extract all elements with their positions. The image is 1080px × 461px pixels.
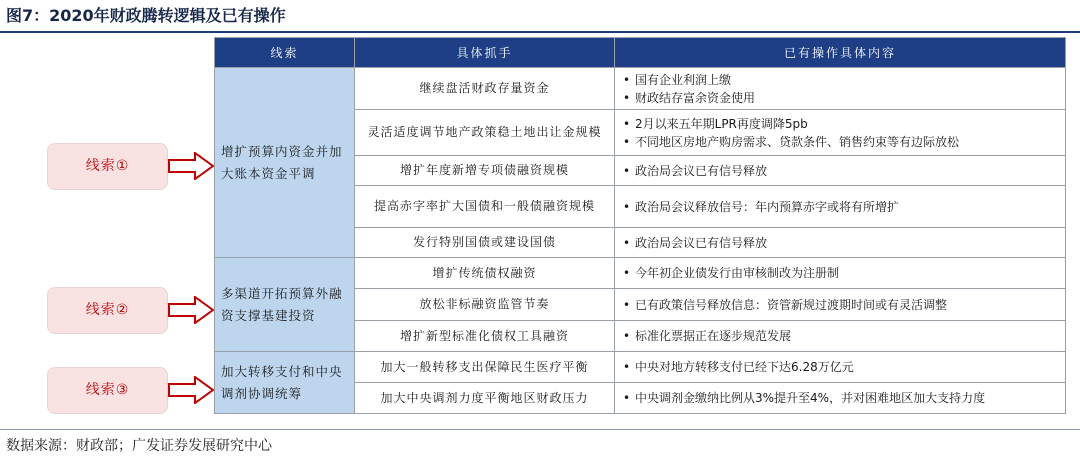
right-arrow-icon (168, 376, 214, 404)
clue-label-3: 线索③ (47, 367, 168, 414)
list-item: • 今年初企业债发行由审核制改为注册制 (623, 266, 840, 280)
ops-cell (615, 352, 1066, 383)
list-item: • 标准化票据正在逐步规范发展 (623, 329, 792, 343)
bullet-icon: • (623, 391, 631, 405)
header-means: 具体抓手 (355, 38, 615, 68)
right-arrow-icon (168, 152, 214, 180)
bullet-icon: • (623, 116, 631, 131)
title-rule (0, 31, 1080, 33)
list-item: • 中央调剂金缴纳比例从3%提升至4%，并对困难地区加大支持力度 (623, 391, 986, 405)
ops-cell (615, 383, 1066, 414)
bullet-icon: • (623, 297, 631, 312)
right-arrow-icon (168, 296, 214, 324)
list-item: • 已有政策信号释放信息：资管新规过渡期时间或有灵活调整 (623, 297, 948, 312)
clue-cell-3: 加大转移支付和中央调剂协调统筹 (215, 352, 355, 414)
means-cell: 发行特别国债或建设国债 (355, 228, 615, 258)
ops-cell (615, 186, 1066, 228)
figure-title: 图7：2020年财政腾转逻辑及已有操作 (6, 6, 286, 25)
means-cell: 灵活适度调节地产政策稳土地出让金规模 (355, 110, 615, 156)
header-clue: 线索 (215, 38, 355, 68)
means-cell: 增扩年度新增专项债融资规模 (355, 156, 615, 186)
list-item: • 中央对地方转移支付已经下达6.28万亿元 (623, 360, 854, 374)
bullet-icon: • (623, 163, 631, 178)
ops-cell (615, 110, 1066, 156)
table-header-row (215, 38, 1066, 68)
bullet-icon: • (623, 235, 631, 250)
means-cell: 增扩新型标准化债权工具融资 (355, 321, 615, 352)
bullet-icon: • (623, 329, 631, 343)
bullet-icon: • (623, 90, 631, 105)
bullet-icon: • (623, 266, 631, 280)
means-cell: 加大中央调剂力度平衡地区财政压力 (355, 383, 615, 414)
bullet-icon: • (623, 72, 631, 87)
means-cell: 增扩传统债权融资 (355, 258, 615, 289)
source-note: 数据来源：财政部；广发证券发展研究中心 (6, 438, 272, 454)
clue-label-1: 线索① (47, 143, 168, 190)
list-item: • 2月以来五年期LPR再度调降5pb (623, 116, 808, 131)
bullet-icon: • (623, 199, 631, 214)
clue-label-2: 线索② (47, 287, 168, 334)
list-item: • 政治局会议已有信号释放 (623, 163, 768, 178)
footer-rule (0, 429, 1080, 430)
logic-table (214, 37, 1066, 414)
list-item: • 财政结存富余资金使用 (623, 90, 756, 105)
ops-cell (615, 228, 1066, 258)
means-cell: 放松非标融资监管节奏 (355, 289, 615, 321)
bullet-icon: • (623, 360, 631, 374)
list-item: • 政治局会议释放信号：年内预算赤字或将有所增扩 (623, 199, 900, 214)
clue-cell-2: 多渠道开拓预算外融资支撑基建投资 (215, 258, 355, 352)
table-row (215, 258, 1066, 289)
header-ops: 已有操作具体内容 (615, 38, 1066, 68)
clue-cell-1: 增扩预算内资金并加大账本资金平调 (215, 68, 355, 258)
ops-cell (615, 156, 1066, 186)
means-cell: 提高赤字率扩大国债和一般债融资规模 (355, 186, 615, 228)
bullet-icon: • (623, 134, 631, 149)
ops-cell (615, 258, 1066, 289)
list-item: • 国有企业利润上缴 (623, 72, 732, 87)
table-row (215, 352, 1066, 383)
means-cell: 继续盘活财政存量资金 (355, 68, 615, 110)
table-row (215, 68, 1066, 110)
ops-cell (615, 68, 1066, 110)
ops-cell (615, 289, 1066, 321)
means-cell: 加大一般转移支出保障民生医疗平衡 (355, 352, 615, 383)
list-item: • 政治局会议已有信号释放 (623, 235, 768, 250)
ops-cell (615, 321, 1066, 352)
list-item: • 不同地区房地产购房需求、贷款条件、销售约束等有边际放松 (623, 134, 960, 149)
